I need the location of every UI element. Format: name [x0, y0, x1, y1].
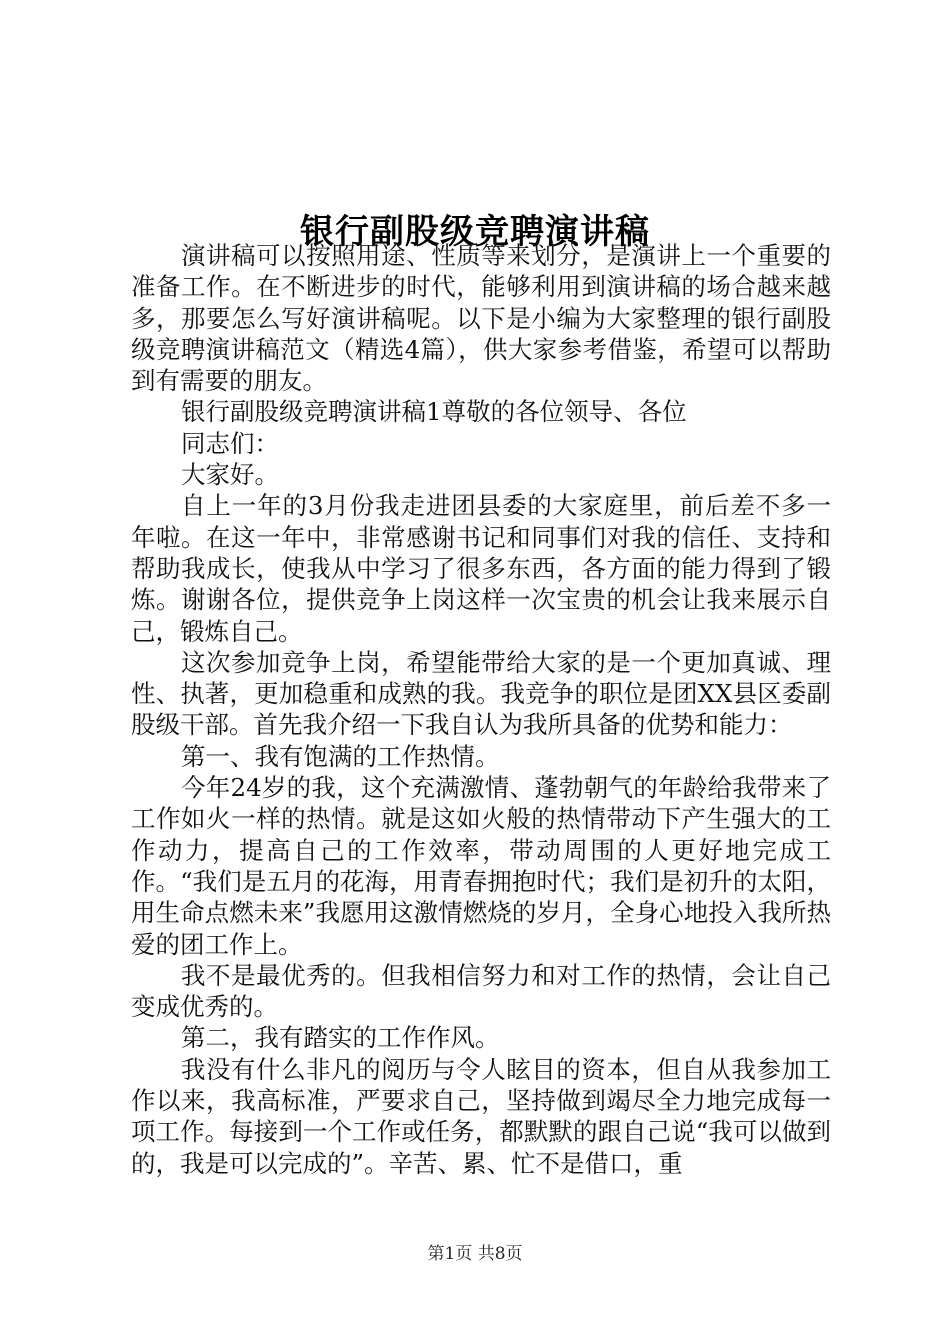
document-body — [131, 240, 831, 1179]
paragraph-point-two-body: 我没有什么非凡的阅历与令人眩目的资本，但自从我参加工作以来，我高标准，严要求自己，坚持做到竭尽全力地完成每一项工作。每接到一个工作或任务，都默默的跟自己说“我可以做到的，我是可以完成的”。辛苦、累、忙不是借口，重 — [131, 1054, 831, 1178]
paragraph-point-one-heading: 第一、我有饱满的工作热情。 — [181, 741, 500, 771]
paragraph-speech-heading: 银行副股级竞聘演讲稿1尊敬的各位领导、各位 — [181, 397, 687, 427]
paragraph-background: 自上一年的3月份我走进团县委的大家庭里，前后差不多一年啦。在这一年中，非常感谢书记和同事们对我的信任、支持和帮助我成长，使我从中学习了很多东西，各方面的能力得到了锻炼。谢谢各位，提供竞争上岗这样一次宝贵的机会让我来展示自己，锻炼自己。 — [131, 491, 831, 646]
paragraph-point-one-close: 我不是最优秀的。但我相信努力和对工作的热情，会让自己变成优秀的。 — [131, 960, 831, 1022]
paragraph-salutation: 同志们： — [181, 428, 279, 458]
paragraph-point-two-heading: 第二，我有踏实的工作作风。 — [181, 1023, 500, 1053]
page-number-footer: 第1页 共8页 — [427, 1244, 523, 1264]
paragraph-intro: 演讲稿可以按照用途、性质等来划分，是演讲上一个重要的准备工作。在不断进步的时代，能够利用到演讲稿的场合越来越多，那要怎么写好演讲稿呢。以下是小编为大家整理的银行副股级竞聘演讲稿范文（精选4篇），供大家参考借鉴，希望可以帮助到有需要的朋友。 — [131, 241, 831, 396]
paragraph-position: 这次参加竞争上岗，希望能带给大家的是一个更加真诚、理性、执著，更加稳重和成熟的我。我竞争的职位是团XX县区委副股级干部。首先我介绍一下我自认为我所具备的优势和能力： — [131, 647, 831, 740]
document-title: 银行副股级竞聘演讲稿 — [300, 211, 650, 252]
paragraph-point-one-body: 今年24岁的我，这个充满激情、蓬勃朝气的年龄给我带来了工作如火一样的热情。就是这如火般的热情带动下产生强大的工作动力，提高自己的工作效率，带动周围的人更好地完成工作。“我们是五月的花海，用青春拥抱时代；我们是初升的太阳，用生命点燃未来”我愿用这激情燃烧的岁月，全身心地投入我所热爱的团工作上。 — [131, 773, 831, 959]
paragraph-greeting: 大家好。 — [181, 460, 279, 490]
